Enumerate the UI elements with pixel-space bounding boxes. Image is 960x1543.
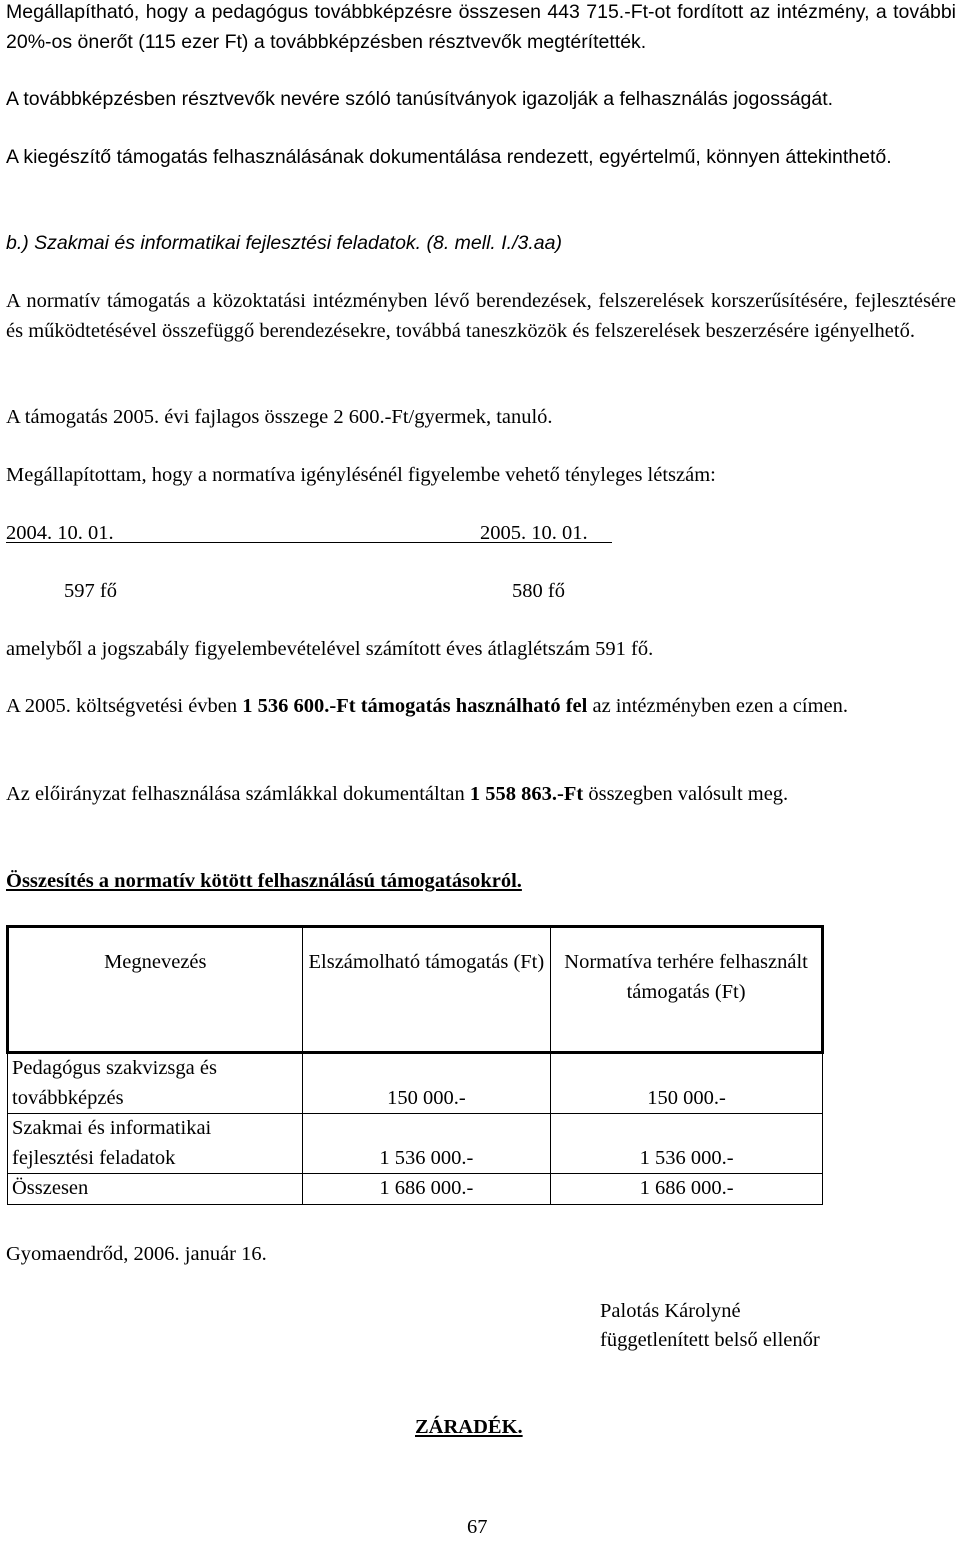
row-name: Pedagógus szakvizsga és továbbképzés — [8, 1053, 303, 1114]
section-b-paragraph-3: Megállapítottam, hogy a normatíva igénylésénél figyelembe vehető tényleges létszám: — [6, 464, 716, 486]
section-b-paragraph-4: amelyből a jogszabály figyelembevételével számított éves átlaglétszám 591 fő. — [6, 638, 654, 660]
row-used: 1 686 000.- — [551, 1174, 823, 1205]
section-b-paragraph-5: A 2005. költségvetési évben 1 536 600.-Ft támogatás használható fel az intézményben ezen a címen. — [6, 695, 849, 717]
page-number: 67 — [467, 1516, 488, 1538]
clause-heading: ZÁRADÉK. — [415, 1416, 523, 1438]
row-name: Összesen — [8, 1174, 303, 1205]
summary-table-header — [8, 927, 823, 1053]
available-amount: 1 536 600.-Ft támogatás használható fel — [242, 695, 588, 717]
headcount-value-1: 597 fő — [64, 580, 117, 602]
place-date: Gyomaendrőd, 2006. január 16. — [6, 1243, 267, 1265]
summary-heading: Összesítés a normatív kötött felhasználású támogatásokról. — [6, 870, 522, 892]
headcount-underline — [6, 542, 612, 543]
row-used: 1 536 000.- — [551, 1114, 823, 1174]
signer-name: Palotás Károlyné — [600, 1300, 741, 1322]
intro-paragraph-3: A kiegészítő támogatás felhasználásának dokumentálása rendezett, egyértelmű, könnyen áttekinthető. — [6, 146, 892, 168]
section-b-heading: b.) Szakmai és informatikai fejlesztési feladatok. (8. mell. I./3.aa) — [6, 232, 562, 254]
signer-title: függetlenített belső ellenőr — [600, 1329, 820, 1351]
column-header-name: Megnevezés — [8, 927, 303, 1053]
headcount-date-2: 2005. 10. 01. — [480, 522, 588, 544]
headcount-value-2: 580 fő — [512, 580, 565, 602]
table-row — [8, 1053, 823, 1114]
column-header-eligible: Elszámolható támogatás (Ft) — [302, 927, 551, 1053]
intro-paragraph-1: Megállapítható, hogy a pedagógus továbbképzésre összesen 443 715.-Ft-ot fordított az intézmény, a további 20%-os önerőt (115 ezer Ft) a továbbképzésben résztvevők megtérítették. — [6, 1, 956, 53]
section-b-paragraph-6: Az előirányzat felhasználása számlákkal dokumentáltan 1 558 863.-Ft összegben valósult meg. — [6, 783, 789, 805]
summary-table — [6, 925, 824, 1205]
table-row-total — [8, 1174, 823, 1205]
section-b-paragraph-1: A normatív támogatás a közoktatási intézményben lévő berendezések, felszerelések korszerűsítésére, fejlesztésére és működtetésével összefüggő berendezésekre, továbbá taneszközök és felszerelések beszerzésére igényelhető. — [6, 290, 956, 342]
row-used: 150 000.- — [551, 1053, 823, 1114]
headcount-date-1: 2004. 10. 01. — [6, 522, 114, 544]
column-header-used: Normatíva terhére felhasznált támogatás (Ft) — [551, 927, 823, 1053]
row-eligible: 1 536 000.- — [302, 1114, 551, 1174]
row-eligible: 150 000.- — [302, 1053, 551, 1114]
row-name: Szakmai és informatikai fejlesztési feladatok — [8, 1114, 303, 1174]
intro-paragraph-2: A továbbképzésben résztvevők nevére szóló tanúsítványok igazolják a felhasználás jogosságát. — [6, 88, 834, 110]
table-row — [8, 1114, 823, 1174]
section-b-paragraph-2: A támogatás 2005. évi fajlagos összege 2 600.-Ft/gyermek, tanuló. — [6, 406, 553, 428]
used-amount: 1 558 863.-Ft — [469, 783, 584, 805]
row-eligible: 1 686 000.- — [302, 1174, 551, 1205]
